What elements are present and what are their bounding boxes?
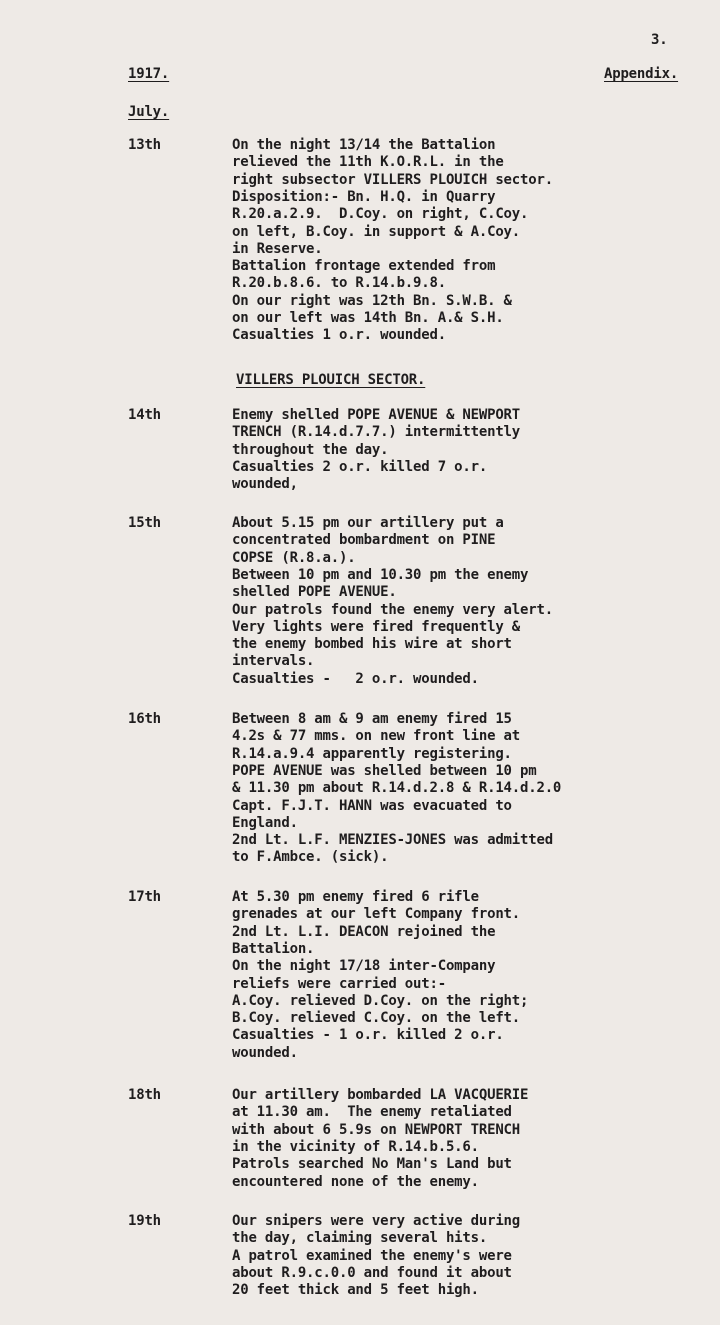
entry-text-line: grenades at our left Company front. <box>232 906 521 923</box>
entry-text-line: Our patrols found the enemy very alert. <box>232 601 553 618</box>
entry-text-line: Enemy shelled POPE AVENUE & NEWPORT <box>232 407 521 423</box>
month-heading: July. <box>128 104 170 120</box>
entry-text-line: Capt. F.J.T. HANN was evacuated to <box>232 797 512 814</box>
entry-text-line: 2nd Lt. L.I. DEACON rejoined the <box>232 923 496 940</box>
entry-text-line: the enemy bombed his wire at short <box>232 636 512 653</box>
entry-date: 13th <box>128 137 161 153</box>
entry-text-line: B.Coy. relieved C.Coy. on the left. <box>232 1010 521 1027</box>
entry-text-line: A.Coy. relieved D.Coy. on the right; <box>232 992 529 1009</box>
entry-text-line: Casualties - 1 o.r. killed 2 o.r. <box>232 1027 504 1044</box>
year-heading: 1917. <box>128 66 170 82</box>
entry-date: 19th <box>128 1213 161 1229</box>
entry-date: 15th <box>128 515 161 531</box>
entry-text-line: POPE AVENUE was shelled between 10 pm <box>232 762 537 779</box>
entry-text-line: Very lights were fired frequently & <box>232 618 521 635</box>
entry-text-line: On the night 13/14 the Battalion <box>232 137 496 153</box>
entry-date: 16th <box>128 711 161 727</box>
entry-text-line: in Reserve. <box>232 240 323 257</box>
entry-text-line: shelled POPE AVENUE. <box>232 584 397 601</box>
entry-text-line: Casualties 1 o.r. wounded. <box>232 327 446 344</box>
entry-text-line: throughout the day. <box>232 441 389 458</box>
entry-text-line: COPSE (R.8.a.). <box>232 549 356 566</box>
entry-text-line: wounded. <box>232 1044 298 1061</box>
entry-text-line: R.14.a.9.4 apparently registering. <box>232 745 512 762</box>
entry-text-line: right subsector VILLERS PLOUICH sector. <box>232 171 553 188</box>
entry-text-line: on left, B.Coy. in support & A.Coy. <box>232 223 521 240</box>
entry-text-line: England. <box>232 814 298 831</box>
entry-text-line: Casualties - 2 o.r. wounded. <box>232 670 479 687</box>
section-heading: VILLERS PLOUICH SECTOR. <box>236 372 426 388</box>
entry-text-line: in the vicinity of R.14.b.5.6. <box>232 1138 479 1155</box>
entry-text-line: Battalion. <box>232 940 315 957</box>
entry-text-line: the day, claiming several hits. <box>232 1230 488 1247</box>
entry-text-line: On our right was 12th Bn. S.W.B. & <box>232 292 512 309</box>
entry-text-line: 4.2s & 77 mms. on new front line at <box>232 728 521 745</box>
entry-text-line: 2nd Lt. L.F. MENZIES-JONES was admitted <box>232 832 553 849</box>
entry-text-line: R.20.a.2.9. D.Coy. on right, C.Coy. <box>232 206 529 223</box>
entry-date: 14th <box>128 407 161 423</box>
entry-text-line: intervals. <box>232 653 315 670</box>
entry-text-line: A patrol examined the enemy's were <box>232 1247 512 1264</box>
entry-text-line: to F.Ambce. (sick). <box>232 849 389 866</box>
entry-text-line: At 5.30 pm enemy fired 6 rifle <box>232 889 479 905</box>
entry-text-line: Casualties 2 o.r. killed 7 o.r. <box>232 458 488 475</box>
entry-text-line: reliefs were carried out:- <box>232 975 446 992</box>
entry-text-line: & 11.30 pm about R.14.d.2.8 & R.14.d.2.0 <box>232 780 562 797</box>
entry-text-line: Battalion frontage extended from <box>232 258 496 275</box>
entry-text-line: Our snipers were very active during <box>232 1213 521 1229</box>
entry-text-line: at 11.30 am. The enemy retaliated <box>232 1104 512 1121</box>
entry-text-line: 20 feet thick and 5 feet high. <box>232 1282 479 1299</box>
entry-text-line: Between 10 pm and 10.30 pm the enemy <box>232 566 529 583</box>
entry-text-line: Between 8 am & 9 am enemy fired 15 <box>232 711 512 727</box>
entry-text-line: Patrols searched No Man's Land but <box>232 1156 512 1173</box>
entry-text-line: wounded, <box>232 476 298 493</box>
entry-text-line: encountered none of the enemy. <box>232 1173 479 1190</box>
entry-text-line: relieved the 11th K.O.R.L. in the <box>232 154 504 171</box>
entry-text-line: concentrated bombardment on PINE <box>232 532 496 549</box>
entry-text-line: with about 6 5.9s on NEWPORT TRENCH <box>232 1121 521 1138</box>
entry-text-line: Our artillery bombarded LA VACQUERIE <box>232 1087 529 1103</box>
entry-text-line: On the night 17/18 inter-Company <box>232 958 496 975</box>
entry-text-line: TRENCH (R.14.d.7.7.) intermittently <box>232 424 521 441</box>
entry-text-line: About 5.15 pm our artillery put a <box>232 515 504 531</box>
entry-date: 17th <box>128 889 161 905</box>
entry-text-line: R.20.b.8.6. to R.14.b.9.8. <box>232 275 446 292</box>
appendix-label: Appendix. <box>604 66 679 82</box>
page-number: 3. <box>651 32 668 48</box>
entry-date: 18th <box>128 1087 161 1103</box>
entry-text-line: Disposition:- Bn. H.Q. in Quarry <box>232 188 496 205</box>
entry-text-line: about R.9.c.0.0 and found it about <box>232 1264 512 1281</box>
entry-text-line: on our left was 14th Bn. A.& S.H. <box>232 310 504 326</box>
